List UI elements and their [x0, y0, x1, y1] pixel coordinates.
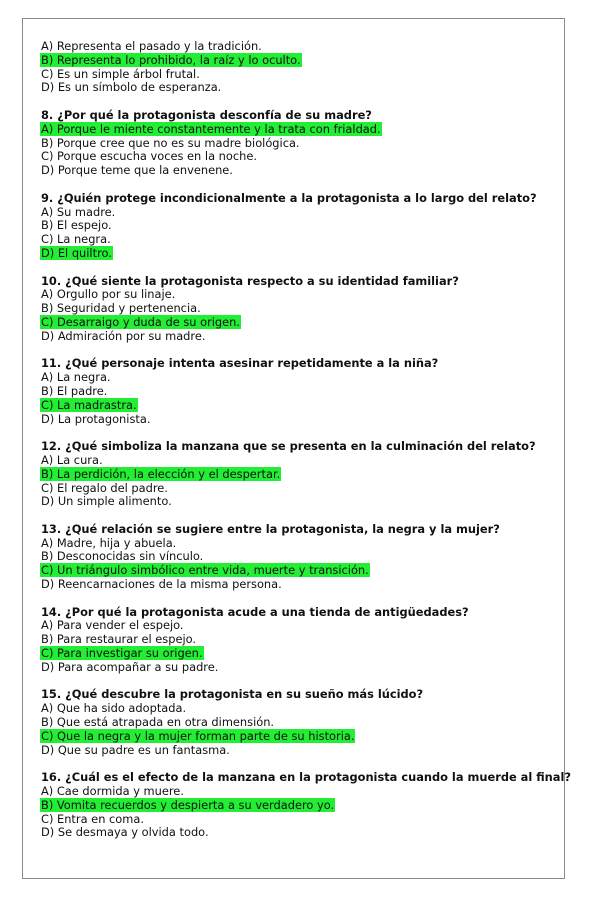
answer-option-text: D) Que su padre es un fantasma.	[41, 742, 230, 757]
answer-option	[41, 302, 561, 316]
block-spacer	[41, 509, 561, 523]
question-block	[41, 40, 561, 95]
question-block	[41, 357, 561, 426]
answer-option	[41, 206, 561, 220]
block-spacer	[41, 95, 561, 109]
answer-option-correct	[41, 730, 561, 744]
answer-option-text: A) Que ha sido adoptada.	[41, 701, 187, 716]
answer-option-text: C) Porque escucha voces en la noche.	[41, 149, 257, 164]
answer-option	[41, 371, 561, 385]
question-block	[41, 606, 561, 675]
answer-option-text: A) Madre, hija y abuela.	[41, 535, 177, 550]
answer-option-text: B) Seguridad y pertenencia.	[41, 301, 201, 316]
answer-option-text: A) Para vender el espejo.	[41, 618, 184, 633]
answer-option-text: B) La perdición, la elección y el despertar.	[41, 466, 281, 481]
answer-option-correct	[41, 247, 561, 261]
answer-option-text: C) La madrastra.	[41, 397, 137, 412]
block-spacer	[41, 757, 561, 771]
answer-option	[41, 330, 561, 344]
question-block	[41, 275, 561, 344]
question-block	[41, 523, 561, 592]
answer-option-text: B) Desconocidas sin vínculo.	[41, 549, 204, 564]
question-block	[41, 109, 561, 178]
block-spacer	[41, 592, 561, 606]
question-text: 15. ¿Qué descubre la protagonista en su sueño más lúcido?	[41, 687, 424, 702]
answer-option-correct	[41, 564, 561, 578]
answer-option	[41, 578, 561, 592]
answer-option-correct	[41, 54, 561, 68]
answer-option	[41, 413, 561, 427]
answer-option-text: D) La protagonista.	[41, 411, 151, 426]
answer-option-correct	[41, 799, 561, 813]
answer-option-correct	[41, 123, 561, 137]
question-text: 11. ¿Qué personaje intenta asesinar repetidamente a la niña?	[41, 356, 439, 371]
question-block	[41, 770, 571, 840]
question-text: 13. ¿Qué relación se sugiere entre la protagonista, la negra y la mujer?	[41, 521, 500, 536]
answer-option-text: C) Desarraigo y duda de su origen.	[41, 314, 241, 329]
answer-option-text: B) Representa lo prohibido, la raíz y lo oculto.	[41, 52, 301, 67]
answer-option-text: B) Para restaurar el espejo.	[41, 632, 197, 647]
answer-option-text: B) Porque cree que no es su madre biológica.	[41, 135, 300, 150]
answer-option	[41, 785, 561, 799]
block-spacer	[41, 178, 561, 192]
answer-option-text: C) Entra en coma.	[41, 811, 144, 826]
answer-option	[41, 40, 561, 54]
answer-option	[41, 454, 561, 468]
answer-option-text: D) Admiración por su madre.	[41, 328, 206, 343]
answer-option	[41, 537, 561, 551]
answer-option	[41, 68, 561, 82]
answer-option	[41, 826, 561, 840]
answer-option	[41, 550, 561, 564]
answer-option	[41, 482, 561, 496]
question-block	[41, 192, 561, 261]
answer-option	[41, 716, 561, 730]
answer-option-text: B) El espejo.	[41, 218, 112, 233]
answer-option	[41, 702, 561, 716]
answer-option-text: D) El quiltro.	[41, 245, 112, 260]
question-text: 14. ¿Por qué la protagonista acude a una tienda de antigüedades?	[41, 604, 469, 619]
question-text: 9. ¿Quién protege incondicionalmente a la protagonista a lo largo del relato?	[41, 190, 537, 205]
answer-option-correct	[41, 399, 561, 413]
question-text: 12. ¿Qué simboliza la manzana que se presenta en la culminación del relato?	[41, 439, 536, 454]
answer-option	[41, 385, 561, 399]
answer-option-text: B) El padre.	[41, 383, 108, 398]
answer-option	[41, 150, 561, 164]
answer-option-text: C) El regalo del padre.	[41, 480, 168, 495]
answer-option-text: A) Representa el pasado y la tradición.	[41, 39, 262, 53]
answer-option-text: B) Vomita recuerdos y despierta a su verdadero yo.	[41, 797, 335, 812]
answer-option-text: C) La negra.	[41, 232, 111, 247]
answer-option	[41, 164, 561, 178]
question-text: 8. ¿Por qué la protagonista desconfía de su madre?	[41, 107, 372, 122]
answer-option-text: A) La cura.	[41, 452, 103, 467]
answer-option-text: D) Porque teme que la envenene.	[41, 163, 233, 178]
answer-option-text: A) Orgullo por su linaje.	[41, 287, 176, 302]
answer-option	[41, 744, 561, 758]
answer-option	[41, 633, 561, 647]
answer-option-text: D) Un simple alimento.	[41, 494, 172, 509]
answer-option-text: A) Porque le miente constantemente y la trata con frialdad.	[41, 121, 381, 136]
answer-option	[41, 813, 561, 827]
answer-option-text: C) Para investigar su origen.	[41, 646, 203, 661]
block-spacer	[41, 675, 561, 689]
answer-option	[41, 81, 561, 95]
answer-option-text: D) Para acompañar a su padre.	[41, 659, 219, 674]
answer-option	[41, 233, 561, 247]
answer-option	[41, 219, 561, 233]
answer-option-correct	[41, 468, 561, 482]
answer-option	[41, 661, 561, 675]
answer-option-text: A) Cae dormida y muere.	[41, 784, 184, 799]
quiz-content	[41, 39, 571, 840]
answer-option-correct	[41, 647, 561, 661]
answer-option	[41, 288, 561, 302]
question-block	[41, 440, 561, 509]
block-spacer	[41, 261, 561, 275]
answer-option-text: A) La negra.	[41, 370, 111, 385]
answer-option	[41, 137, 561, 151]
answer-option-text: C) Que la negra y la mujer forman parte de su historia.	[41, 728, 355, 743]
question-text: 10. ¿Qué siente la protagonista respecto a su identidad familiar?	[41, 273, 459, 288]
answer-option-text: C) Es un simple árbol frutal.	[41, 66, 200, 81]
answer-option-text: D) Es un símbolo de esperanza.	[41, 80, 222, 95]
answer-option-correct	[41, 316, 561, 330]
answer-option	[41, 619, 561, 633]
answer-option	[41, 495, 561, 509]
answer-option-text: B) Que está atrapada en otra dimensión.	[41, 715, 275, 730]
answer-option-text: D) Reencarnaciones de la misma persona.	[41, 577, 282, 592]
answer-option-text: A) Su madre.	[41, 204, 116, 219]
answer-option-text: D) Se desmaya y olvida todo.	[41, 825, 209, 840]
question-block	[41, 688, 561, 757]
question-text: 16. ¿Cuál es el efecto de la manzana en la protagonista cuando la muerde al final?	[41, 770, 571, 785]
block-spacer	[41, 426, 561, 440]
block-spacer	[41, 344, 561, 358]
answer-option-text: C) Un triángulo simbólico entre vida, muerte y transición.	[41, 563, 369, 578]
